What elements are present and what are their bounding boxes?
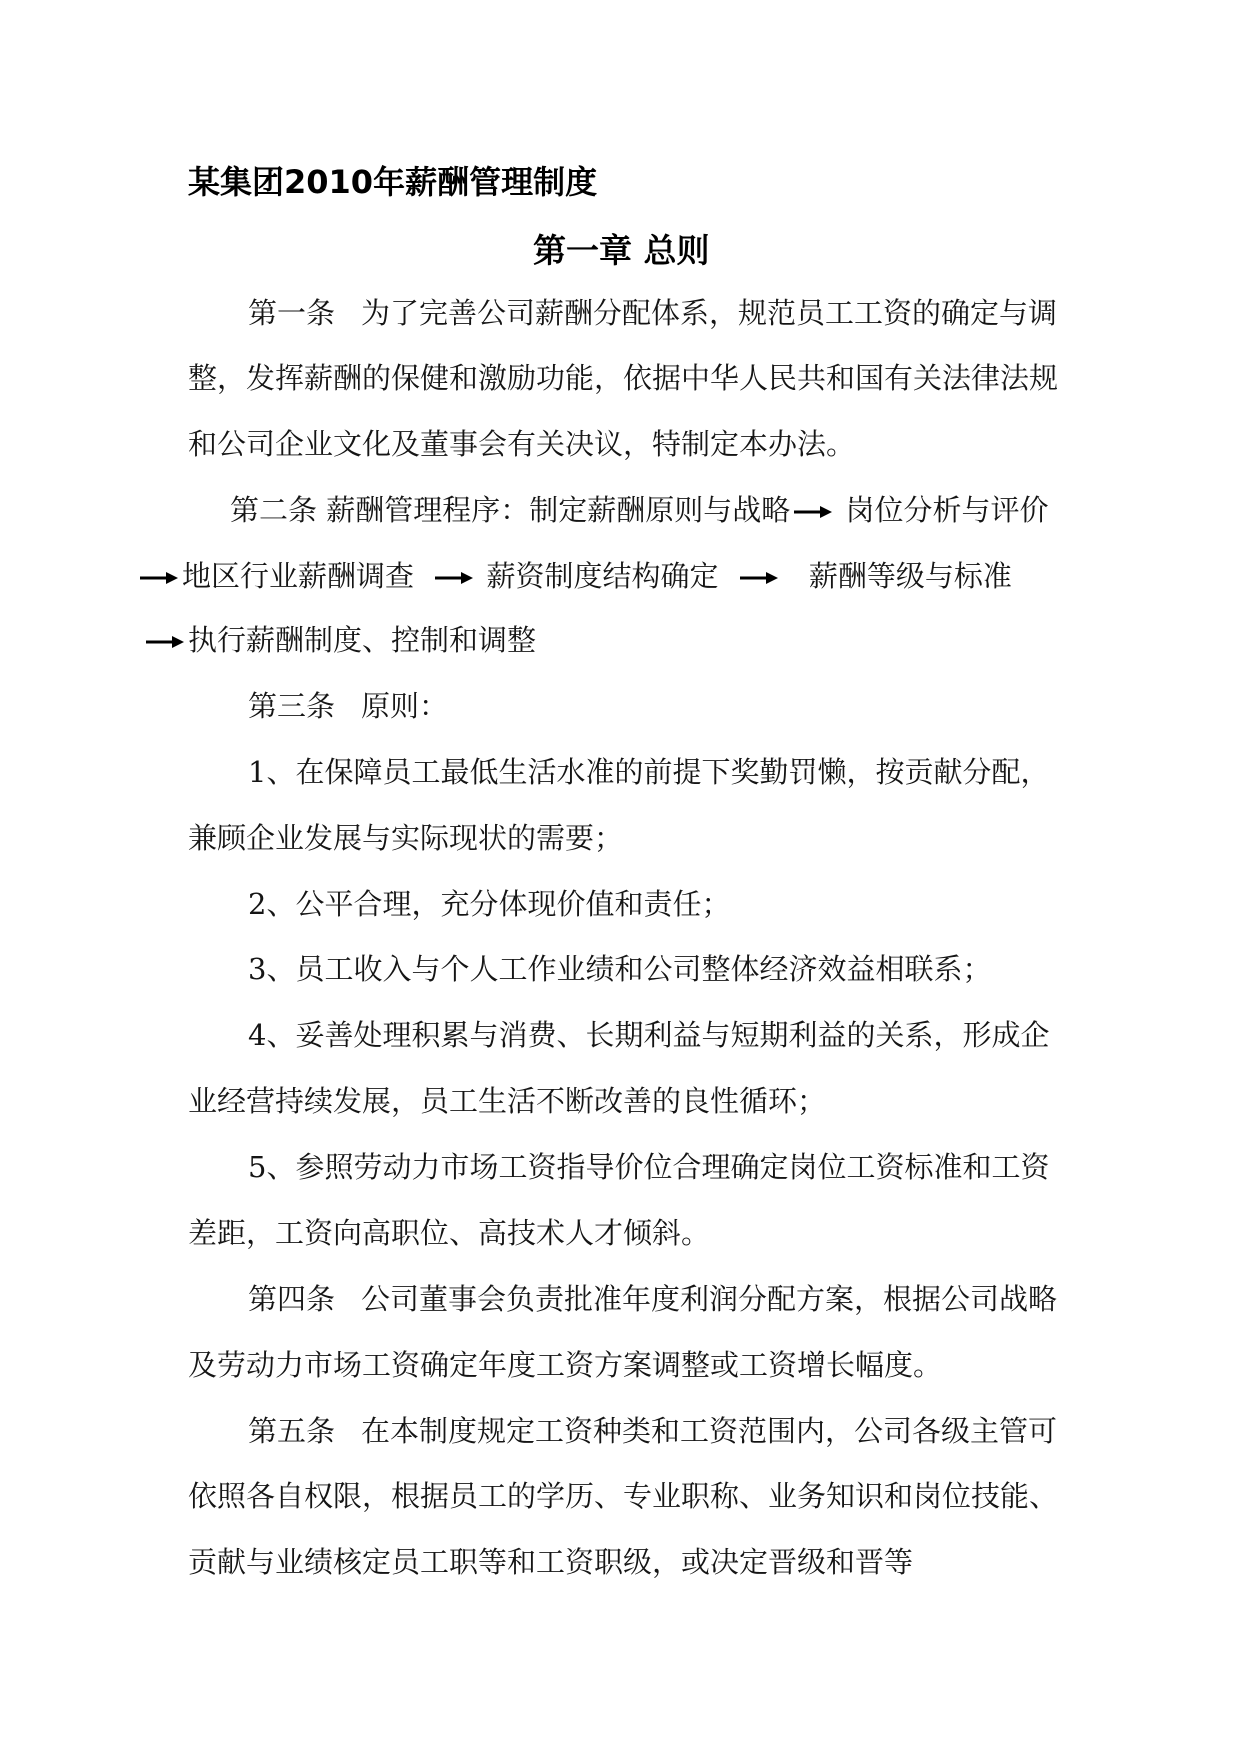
arrow-right-icon bbox=[740, 571, 778, 585]
process-step-1: 岗位分析与评价 bbox=[845, 493, 1049, 527]
arrow-right-icon bbox=[794, 505, 832, 519]
process-step-4: 薪酬等级与标准 bbox=[808, 559, 1012, 593]
principle-4-line-2: 业经营持续发展，员工生活不断改善的良性循环； bbox=[188, 1084, 827, 1118]
article-1-line-2: 整，发挥薪酬的保健和激励功能，依据中华人民共和国有关法律法规 bbox=[188, 361, 1059, 395]
article-5-label: 第五条 bbox=[248, 1414, 336, 1448]
arrow-right-icon bbox=[140, 571, 178, 585]
article-1-line-3: 和公司企业文化及董事会有关决议，特制定本办法。 bbox=[188, 427, 856, 461]
principle-1-line-1: 1、在保障员工最低生活水准的前提下奖勤罚懒，按贡献分配， bbox=[248, 755, 1050, 789]
article-1-line-1 bbox=[248, 296, 1058, 330]
article-2-line-2 bbox=[140, 559, 1012, 593]
arrow-right-icon bbox=[435, 571, 473, 585]
article-2-label: 第二条 bbox=[230, 493, 318, 527]
article-2-intro: 薪酬管理程序：制定薪酬原则与战略 bbox=[326, 493, 791, 527]
article-5-line-2: 依照各自权限，根据员工的学历、专业职称、业务知识和岗位技能、 bbox=[188, 1479, 1059, 1513]
article-2-line-1 bbox=[230, 493, 1049, 527]
article-4-label: 第四条 bbox=[248, 1282, 336, 1316]
principle-5-line-1: 5、参照劳动力市场工资指导价位合理确定岗位工资标准和工资 bbox=[248, 1150, 1050, 1184]
article-2-line-3 bbox=[146, 623, 537, 657]
principle-5-line-2: 差距，工资向高职位、高技术人才倾斜。 bbox=[188, 1216, 711, 1250]
process-step-3: 薪资制度结构确定 bbox=[486, 559, 719, 593]
chapter-heading: 第一章 总则 bbox=[533, 231, 710, 270]
article-5-line-1 bbox=[248, 1414, 1058, 1448]
process-step-5: 执行薪酬制度、控制和调整 bbox=[188, 623, 537, 657]
article-3-label: 第三条 bbox=[248, 689, 336, 723]
article-5-text-1: 在本制度规定工资种类和工资范围内，公司各级主管可 bbox=[361, 1414, 1058, 1448]
article-4-line-2: 及劳动力市场工资确定年度工资方案调整或工资增长幅度。 bbox=[188, 1348, 943, 1382]
article-1-text-1: 为了完善公司薪酬分配体系，规范员工工资的确定与调 bbox=[361, 296, 1058, 330]
principle-2: 2、公平合理，充分体现价值和责任； bbox=[248, 887, 731, 921]
arrow-right-icon bbox=[146, 635, 184, 649]
principle-4-line-1: 4、妥善处理积累与消费、长期利益与短期利益的关系，形成企 bbox=[248, 1018, 1050, 1052]
article-3-heading bbox=[248, 689, 449, 723]
principle-3: 3、员工收入与个人工作业绩和公司整体经济效益相联系； bbox=[248, 952, 992, 986]
article-1-label: 第一条 bbox=[248, 296, 336, 330]
article-3-text: 原则： bbox=[361, 689, 449, 723]
article-4-line-1 bbox=[248, 1282, 1058, 1316]
principle-1-line-2: 兼顾企业发展与实际现状的需要； bbox=[188, 821, 624, 855]
process-step-2: 地区行业薪酬调查 bbox=[182, 559, 415, 593]
article-5-line-3: 贡献与业绩核定员工职等和工资职级，或决定晋级和晋等 bbox=[188, 1545, 914, 1579]
article-4-text-1: 公司董事会负责批准年度利润分配方案，根据公司战略 bbox=[361, 1282, 1058, 1316]
document-title: 某集团2010年薪酬管理制度 bbox=[188, 163, 598, 201]
